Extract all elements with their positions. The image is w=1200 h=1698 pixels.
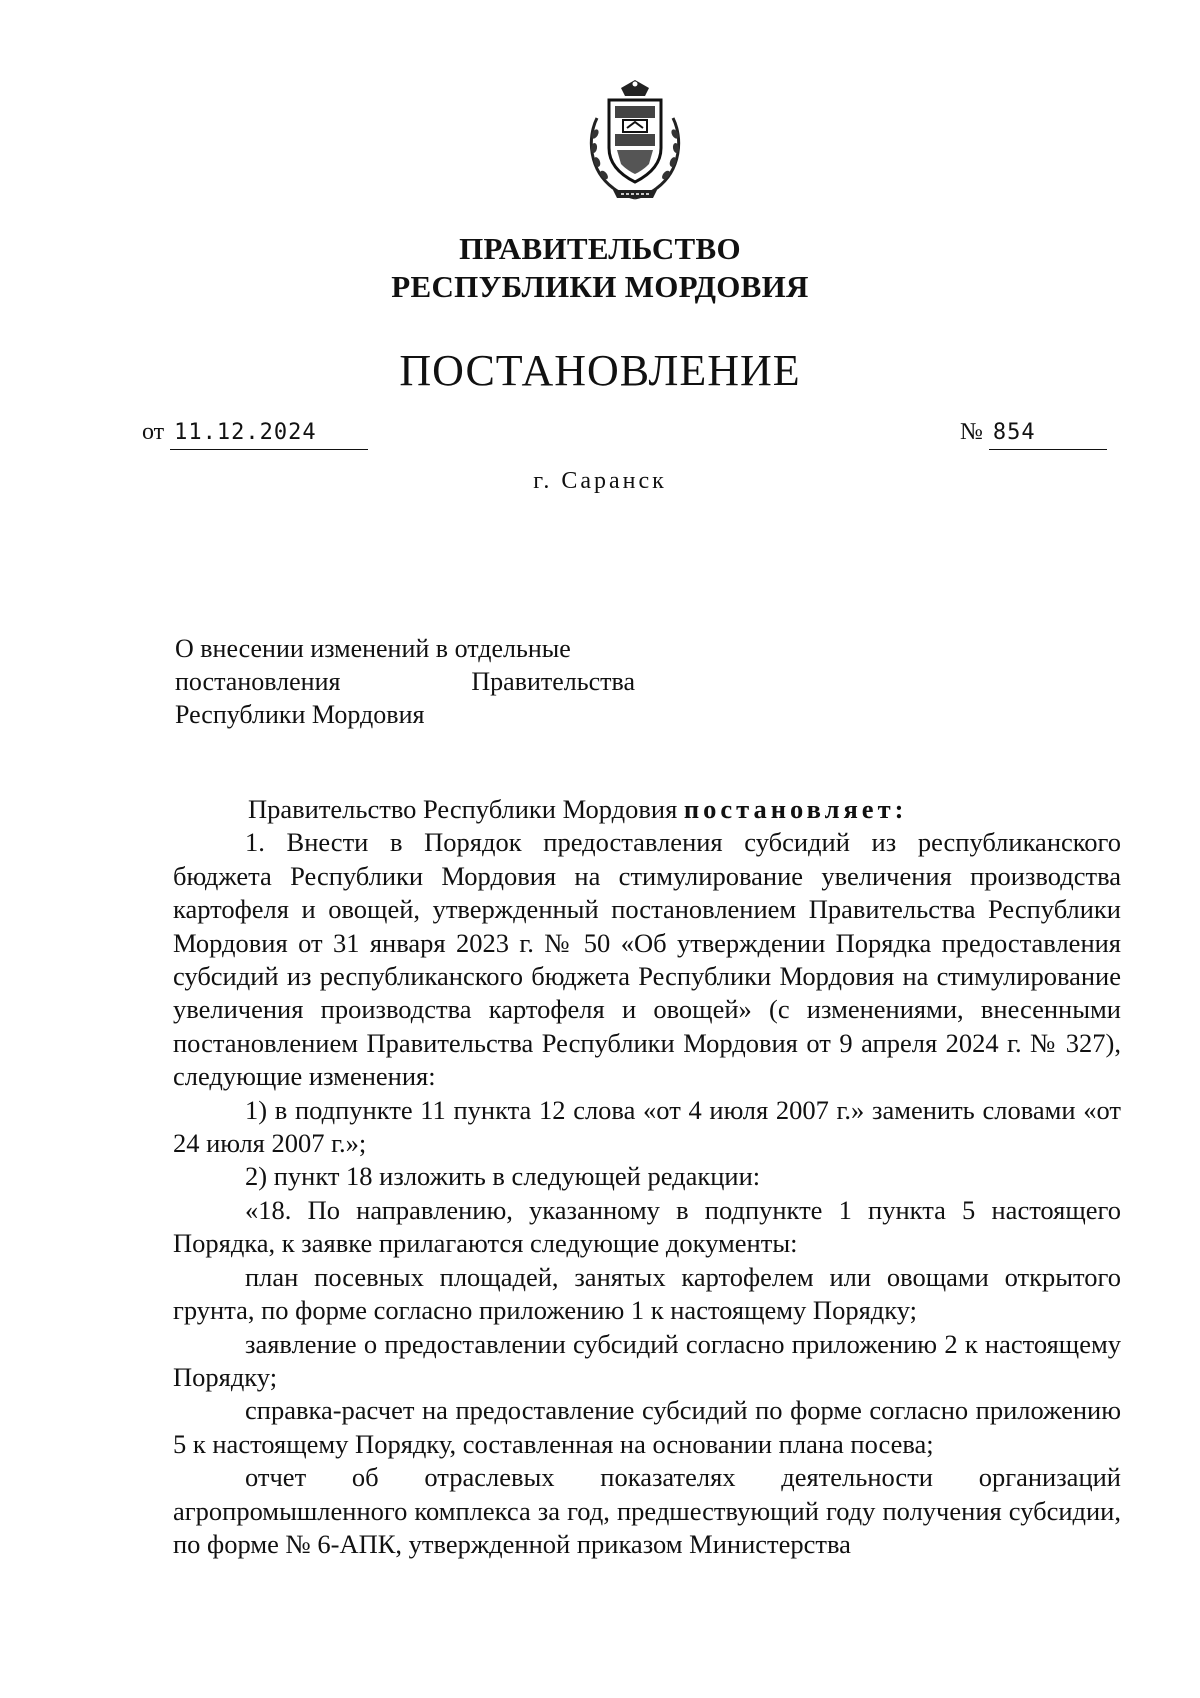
body-paragraph: отчет об отраслевых показателях деятельности организаций агропромышленного комплекса за год, предшествующий году получения субсидии, по форме № 6-АПК, утвержденной приказом Министерства	[173, 1462, 1121, 1559]
city-name: г. Саранск	[533, 468, 667, 494]
body-paragraph: 1. Внести в Порядок предоставления субсидий из республиканского бюджета Республики Мордовия на стимулирование увеличения производства картофеля и овощей, утвержденный постановлением Правительства Республики Мордовия от 31 января 2023 г. № 50 «Об утверждении Порядка предоставления субсидий из республиканского бюджета Республики Мордовия на стимулирование увеличения производства картофеля и овощей» (с изменениями, внесенными постановлением Правительства Республики Мордовия от 9 апреля 2024 г. № 327), следующие изменения:	[173, 827, 1121, 1092]
org-name-line1: ПРАВИТЕЛЬСТВО	[459, 231, 741, 266]
body-paragraph: 1) в подпункте 11 пункта 12 слова «от 4 июля 2007 г.» заменить словами «от 24 июля 2007 г.»;	[173, 1094, 1121, 1159]
date-prefix: от	[142, 419, 165, 445]
subject-line: Республики Мордовия	[175, 700, 425, 729]
subject-line	[175, 665, 635, 698]
preamble-verb: постановляет:	[683, 794, 908, 824]
document-subject	[175, 632, 635, 731]
date-value: 11.12.2024	[170, 419, 368, 450]
body-paragraph: справка-расчет на предоставление субсидий по форме согласно приложению 5 к настоящему Порядку, составленная на основании плана посева;	[173, 1395, 1121, 1459]
number-prefix: №	[960, 419, 983, 445]
body-paragraph: заявление о предоставлении субсидий согласно приложению 2 к настоящему Порядку;	[173, 1328, 1121, 1392]
number-value: 854	[989, 419, 1107, 450]
subject-line: О внесении изменений в отдельные	[175, 634, 571, 663]
preamble-paragraph	[173, 793, 1121, 826]
coat-of-arms-emblem	[583, 78, 687, 202]
body-paragraph: 2) пункт 18 изложить в следующей редакции:	[245, 1161, 761, 1192]
subject-word: постановления	[175, 667, 341, 696]
body-paragraph: план посевных площадей, занятых картофелем или овощами открытого грунта, по форме согласно приложению 1 к настоящему Порядку;	[173, 1261, 1121, 1326]
document-type-title: ПОСТАНОВЛЕНИЕ	[399, 346, 801, 395]
document-date	[142, 418, 368, 450]
org-name-line2: РЕСПУБЛИКИ МОРДОВИЯ	[391, 269, 809, 304]
document-body	[173, 793, 1121, 1561]
preamble-text: Правительство Республики Мордовия	[248, 794, 684, 824]
body-paragraph: «18. По направлению, указанному в подпункте 1 пункта 5 настоящего Порядка, к заявке прилагаются следующие документы:	[173, 1194, 1121, 1259]
subject-word: Правительства	[471, 667, 635, 696]
document-number	[960, 418, 1107, 450]
